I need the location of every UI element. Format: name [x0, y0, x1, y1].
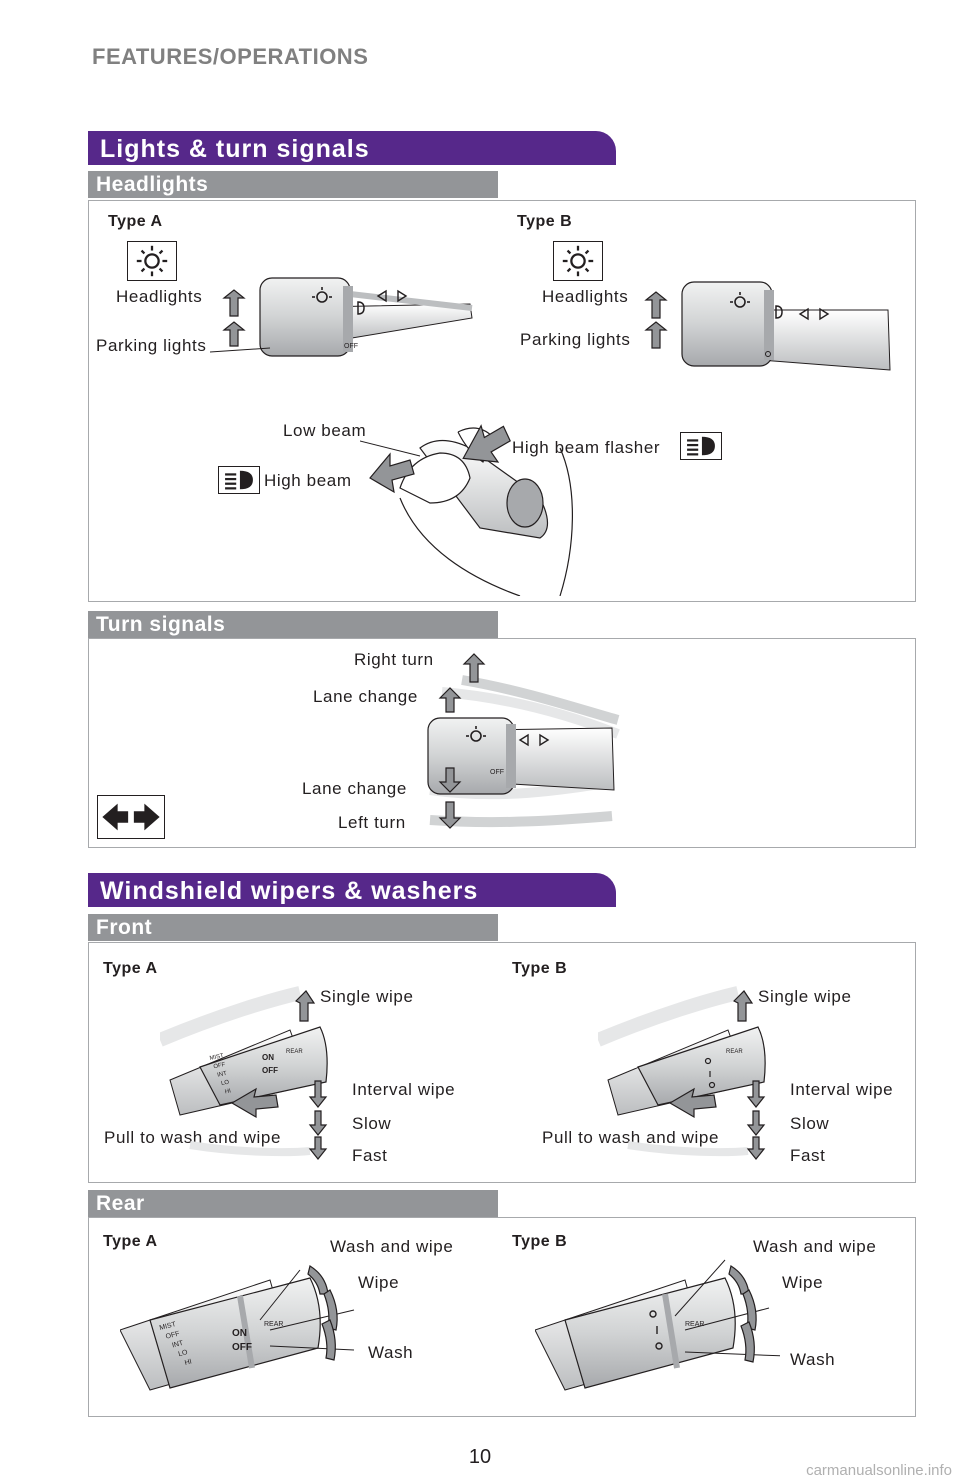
lights-section-banner: Lights & turn signals	[88, 131, 616, 165]
rear-a-off2-marking: OFF	[232, 1342, 252, 1353]
rear-type-b-label: Type B	[512, 1233, 568, 1250]
headlight-symbol-icon	[127, 241, 177, 281]
high-beam-flasher-symbol-icon	[680, 432, 722, 460]
rear-a-wash-and-wipe-label: Wash and wipe	[330, 1237, 454, 1256]
rear-b-rear-marking: REAR	[685, 1321, 705, 1328]
type-a-parking-lights-label: Parking lights	[96, 336, 207, 355]
wipers-section-banner: Windshield wipers & washers	[88, 873, 616, 907]
front-b-rear-marking: REAR	[726, 1049, 743, 1055]
front-b-pull-label: Pull to wash and wipe	[542, 1128, 720, 1147]
turn-signals-heading: Turn signals	[88, 611, 498, 638]
rear-a-lo-marking: LO	[177, 1349, 189, 1359]
rear-wiper-type-b-illustration	[535, 1250, 780, 1400]
rear-a-hi-marking: HI	[183, 1358, 193, 1367]
turn-signal-arrows-icon	[97, 795, 165, 839]
rear-a-mist-marking: MIST	[158, 1321, 177, 1332]
front-a-mist-marking: MIST	[209, 1053, 225, 1062]
front-a-slow-label: Slow	[352, 1114, 392, 1133]
rear-a-int-marking: INT	[171, 1339, 184, 1350]
watermark: carmanualsonline.info	[806, 1462, 952, 1479]
headlight-symbol-icon-b	[553, 241, 603, 281]
front-a-pull-label: Pull to wash and wipe	[104, 1128, 282, 1147]
type-b-parking-lights-label: Parking lights	[520, 330, 631, 349]
rear-wiper-type-a-illustration	[120, 1250, 365, 1400]
front-b-fast-label: Fast	[790, 1146, 826, 1165]
rear-type-a-label: Type A	[103, 1233, 158, 1250]
front-b-slow-label: Slow	[790, 1114, 830, 1133]
front-b-single-wipe-label: Single wipe	[758, 987, 852, 1006]
rear-b-wash-label: Wash	[790, 1350, 836, 1369]
rear-wipers-heading: Rear	[88, 1190, 498, 1217]
turn-signal-stalk-illustration	[422, 650, 622, 840]
headlights-type-a-label: Type A	[108, 213, 163, 230]
high-beam-label: High beam	[264, 471, 352, 490]
front-wiper-type-b-illustration	[598, 985, 788, 1160]
hand-operating-lever-illustration	[360, 408, 590, 596]
headlight-switch-type-a-illustration	[210, 268, 480, 378]
right-turn-label: Right turn	[354, 650, 434, 669]
front-type-a-label: Type A	[103, 960, 158, 977]
front-a-lo-marking: LO	[220, 1079, 230, 1088]
high-beam-flasher-label: High beam flasher	[512, 438, 661, 457]
front-a-on-marking: ON	[262, 1053, 274, 1062]
turn-switch-off-marking: OFF	[490, 769, 504, 776]
front-b-interval-wipe-label: Interval wipe	[790, 1080, 894, 1099]
rear-b-wash-and-wipe-label: Wash and wipe	[753, 1237, 877, 1256]
front-a-single-wipe-label: Single wipe	[320, 987, 414, 1006]
page-header: FEATURES/OPERATIONS	[92, 44, 369, 69]
lane-change-up-label: Lane change	[313, 687, 418, 706]
front-a-off2-marking: OFF	[262, 1066, 278, 1075]
low-beam-label: Low beam	[283, 421, 367, 440]
front-type-b-label: Type B	[512, 960, 568, 977]
rear-a-wash-label: Wash	[368, 1343, 414, 1362]
type-b-headlights-label: Headlights	[542, 287, 629, 306]
headlights-type-b-label: Type B	[517, 213, 573, 230]
front-wipers-heading: Front	[88, 914, 498, 941]
page-number: 10	[468, 1446, 492, 1468]
rear-a-on-marking: ON	[232, 1328, 247, 1339]
headlight-switch-type-b-illustration	[640, 270, 900, 385]
front-a-int-marking: INT	[216, 1070, 228, 1079]
left-turn-label: Left turn	[338, 813, 406, 832]
front-a-fast-label: Fast	[352, 1146, 388, 1165]
front-a-interval-wipe-label: Interval wipe	[352, 1080, 456, 1099]
front-a-hi-marking: HI	[224, 1088, 232, 1096]
switch-off-marking: OFF	[344, 343, 358, 350]
rear-a-rear-marking: REAR	[264, 1321, 284, 1328]
front-wiper-type-a-illustration	[160, 985, 350, 1160]
lane-change-down-label: Lane change	[302, 779, 407, 798]
headlights-heading: Headlights	[88, 171, 498, 198]
front-a-rear-marking: REAR	[286, 1049, 303, 1055]
high-beam-symbol-icon	[218, 466, 260, 494]
rear-a-off-marking: OFF	[165, 1330, 181, 1341]
rear-a-wipe-label: Wipe	[358, 1273, 400, 1292]
rear-b-wipe-label: Wipe	[782, 1273, 824, 1292]
type-a-headlights-label: Headlights	[116, 287, 203, 306]
front-a-off-marking: OFF	[212, 1061, 226, 1071]
